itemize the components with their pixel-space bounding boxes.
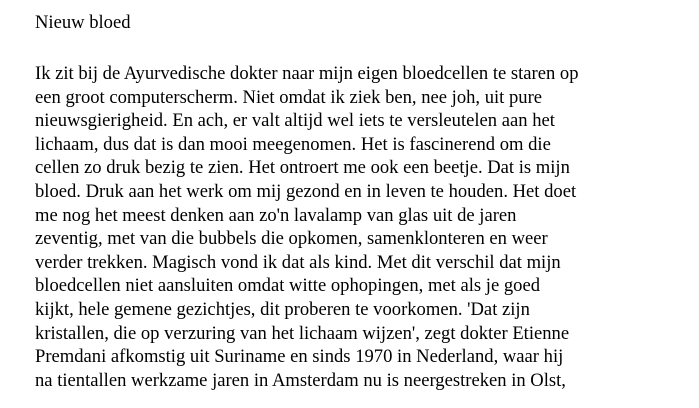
- paragraph-line: nieuwsgierigheid. En ach, er valt altijd wel iets te versleutelen aan het: [35, 110, 555, 132]
- paragraph-gap: [35, 36, 665, 62]
- paragraph-line: bloedcellen niet aansluiten omdat witte ophopingen, met als je goed: [35, 275, 540, 297]
- paragraph-line: kijkt, hele gemene gezichtjes, dit proberen te voorkomen. 'Dat zijn: [35, 298, 530, 320]
- paragraph-line: bloed. Druk aan het werk om mij gezond en in leven te houden. Het doet: [35, 180, 577, 202]
- paragraph-line: kristallen, die op verzuring van het lichaam wijzen', zegt dokter Etienne: [35, 322, 570, 344]
- paragraph-line: verder trekken. Magisch vond ik dat als kind. Met dit verschil dat mijn: [35, 251, 561, 273]
- paragraph-line: cellen zo druk bezig te zien. Het ontroert me ook een beetje. Dat is mijn: [35, 157, 570, 179]
- document-title: Nieuw bloed: [35, 12, 131, 33]
- paragraph-line: Ik zit bij de Ayurvedische dokter naar mijn eigen bloedcellen te staren op: [35, 63, 579, 84]
- paragraph-line: Premdani afkomstig uit Suriname en sinds 1970 in Nederland, waar hij: [35, 346, 564, 368]
- paragraph-line: me nog het meest denken aan zo'n lavalamp van glas uit de jaren: [35, 204, 517, 226]
- paragraph-line: een groot computerscherm. Niet omdat ik ziek ben, nee joh, uit pure: [35, 86, 543, 108]
- document-page: [35, 10, 665, 392]
- paragraph-line: zeventig, met van die bubbels die opkomen, samenklonteren en weer: [35, 228, 548, 250]
- paragraph-line: lichaam, dus dat is dan mooi meegenomen. Het is fascinerend om die: [35, 133, 551, 155]
- body-paragraph: [35, 62, 665, 392]
- paragraph-line: na tientallen werkzame jaren in Amsterdam nu is neergestreken in Olst,: [35, 369, 566, 391]
